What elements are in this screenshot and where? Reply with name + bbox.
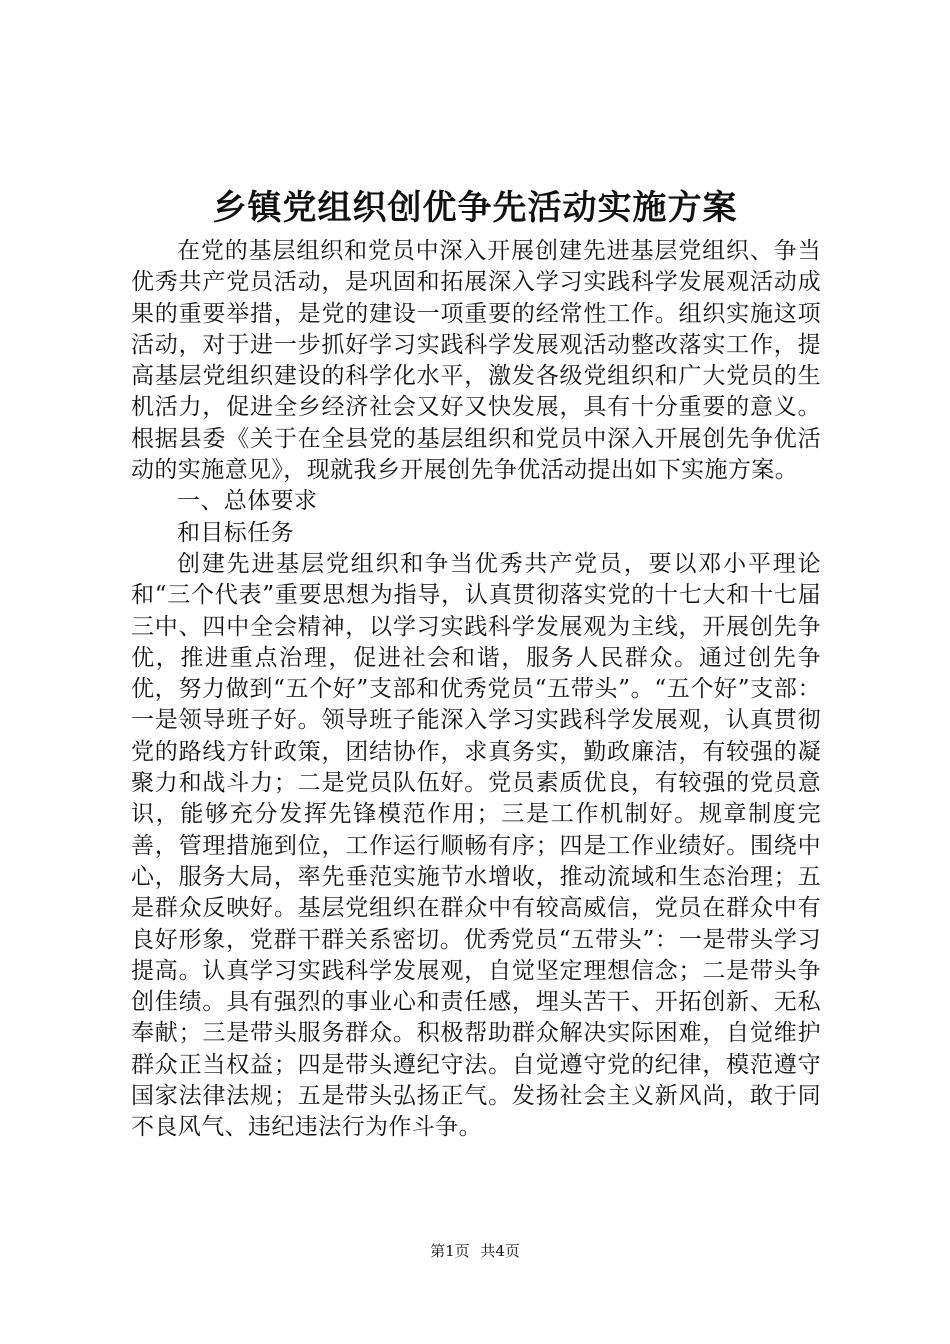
page-total: 共4页 — [480, 1242, 520, 1260]
page-footer — [0, 1241, 950, 1261]
paragraph-requirements: 创建先进基层党组织和争当优秀共产党员，要以邓小平理论和“三个代表”重要思想为指导，认真贯彻落实党的十七大和十七届三中、四中全会精神，以学习实践科学发展观为主线，开展创先争优，推进重点治理，促进社会和谐，服务人民群众。通过创先争优，努力做到“五个好”支部和优秀党员“五带头”。“五个好”支部：一是领导班子好。领导班子能深入学习实践科学发展观，认真贯彻党的路线方针政策，团结协作，求真务实，勤政廉洁，有较强的凝聚力和战斗力；二是党员队伍好。党员素质优良，有较强的党员意识，能够充分发挥先锋模范作用；三是工作机制好。规章制度完善，管理措施到位，工作运行顺畅有序；四是工作业绩好。围绕中心，服务大局，率先垂范实施节水增收，推动流域和生态治理；五是群众反映好。基层党组织在群众中有较高威信，党员在群众中有良好形象，党群干群关系密切。优秀党员“五带头”：一是带头学习提高。认真学习实践科学发展观，自觉坚定理想信念；二是带头争创佳绩。具有强烈的事业心和责任感，埋头苦干、开拓创新、无私奉献；三是带头服务群众。积极帮助群众解决实际困难，自觉维护群众正当权益；四是带头遵纪守法。自觉遵守党的纪律，模范遵守国家法律法规；五是带头弘扬正气。发扬社会主义新风尚，敢于同不良风气、违纪违法行为作斗争。 — [131, 550, 821, 1141]
section-heading: 一、总体要求 — [177, 488, 318, 515]
section-heading-continued: 和目标任务 — [177, 519, 294, 546]
document-title: 乡镇党组织创优争先活动实施方案 — [212, 188, 738, 228]
paragraph-intro: 在党的基层组织和党员中深入开展创建先进基层党组织、争当优秀共产党员活动，是巩固和拓展深入学习实践科学发展观活动成果的重要举措，是党的建设一项重要的经常性工作。组织实施这项活动，对于进一步抓好学习实践科学发展观活动整改落实工作，提高基层党组织建设的科学化水平，激发各级党组织和广大党员的生机活力，促进全乡经济社会又好又快发展，具有十分重要的意义。根据县委《关于在全县党的基层组织和党员中深入开展创先争优活动的实施意见》，现就我乡开展创先争优活动提出如下实施方案。 — [131, 238, 821, 484]
document-body — [131, 236, 821, 1144]
page-number: 第1页 — [430, 1242, 470, 1260]
